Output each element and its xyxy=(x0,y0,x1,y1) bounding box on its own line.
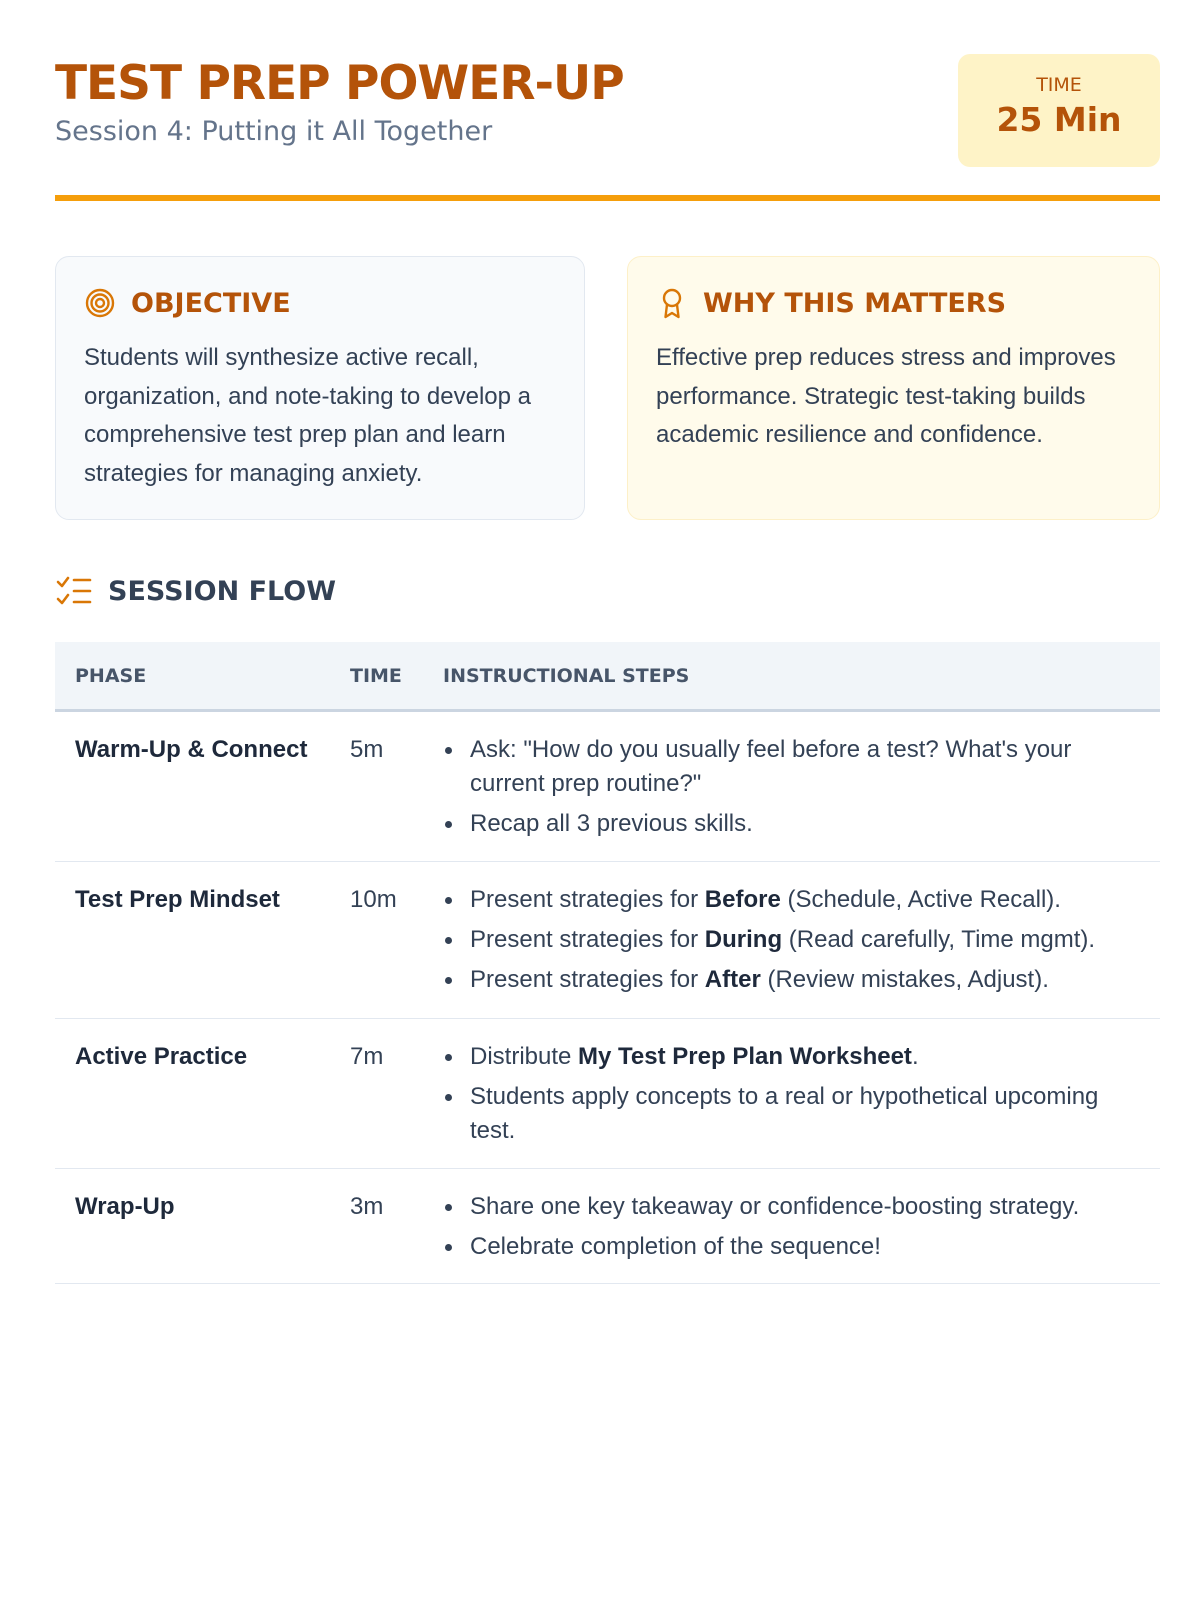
why-text: Effective prep reduces stress and improves performance. Strategic test-taking builds academic resilience and confidence. xyxy=(656,344,1116,448)
table-row xyxy=(55,862,1160,1019)
table-row xyxy=(55,712,1160,862)
step-item xyxy=(443,883,1148,917)
step-text: Recap all 3 previous skills. xyxy=(470,810,753,837)
time-label: TIME xyxy=(1036,74,1082,96)
step-item xyxy=(443,923,1148,957)
time-cell: 5m xyxy=(350,736,384,763)
step-text-suffix: . xyxy=(911,1043,919,1070)
step-emphasis: After xyxy=(704,966,761,993)
step-text: Ask: "How do you usually feel before a test? What's your current prep routine?" xyxy=(470,736,1072,797)
checklist-icon xyxy=(55,574,93,608)
step-item xyxy=(443,1190,1148,1224)
award-ribbon-icon xyxy=(656,287,688,319)
step-text-suffix: (Schedule, Active Recall). xyxy=(780,886,1061,913)
page-header xyxy=(55,54,1160,204)
objective-card xyxy=(55,256,585,520)
time-value: 25 Min xyxy=(996,100,1122,139)
why-this-matters-card xyxy=(627,256,1160,520)
phase-cell: Wrap-Up xyxy=(75,1193,175,1220)
step-item xyxy=(443,807,1148,841)
steps-list xyxy=(443,733,1148,847)
step-emphasis: Before xyxy=(704,886,781,913)
step-emphasis: My Test Prep Plan Worksheet xyxy=(578,1043,912,1070)
step-text: Share one key takeaway or confidence-boosting strategy. xyxy=(470,1193,1080,1220)
step-text: Celebrate completion of the sequence! xyxy=(470,1233,881,1260)
session-flow-title: SESSION FLOW xyxy=(108,575,336,607)
table-row xyxy=(55,1169,1160,1284)
step-text: Present strategies for xyxy=(470,966,705,993)
step-text: Distribute xyxy=(470,1043,579,1070)
step-text: Students apply concepts to a real or hypothetical upcoming test. xyxy=(470,1083,1099,1144)
session-flow-heading xyxy=(55,574,336,608)
header-divider xyxy=(55,195,1160,201)
phase-cell: Test Prep Mindset xyxy=(75,886,280,913)
step-text: Present strategies for xyxy=(470,886,705,913)
time-cell: 10m xyxy=(350,886,397,913)
table-body xyxy=(55,712,1160,1284)
step-item xyxy=(443,733,1148,801)
steps-list xyxy=(443,883,1148,1003)
step-emphasis: During xyxy=(704,926,783,953)
step-text: Present strategies for xyxy=(470,926,705,953)
step-text-suffix: (Read carefully, Time mgmt). xyxy=(782,926,1096,953)
page-title: TEST PREP POWER-UP xyxy=(55,56,624,111)
page-subtitle: Session 4: Putting it All Together xyxy=(55,116,493,147)
step-item xyxy=(443,1230,1148,1264)
table-row xyxy=(55,1019,1160,1169)
table-header xyxy=(55,642,1160,712)
step-item xyxy=(443,963,1148,997)
phase-cell: Warm-Up & Connect xyxy=(75,736,308,763)
objective-title: OBJECTIVE xyxy=(131,287,291,319)
steps-list xyxy=(443,1190,1148,1270)
time-cell: 7m xyxy=(350,1043,384,1070)
step-item xyxy=(443,1080,1148,1148)
time-badge xyxy=(958,54,1160,167)
column-header-time: TIME xyxy=(350,664,402,687)
why-title: WHY THIS MATTERS xyxy=(703,287,1007,319)
phase-cell: Active Practice xyxy=(75,1043,248,1070)
time-cell: 3m xyxy=(350,1193,384,1220)
step-text-suffix: (Review mistakes, Adjust). xyxy=(760,966,1049,993)
target-icon xyxy=(84,287,116,319)
session-flow-table xyxy=(55,642,1160,1284)
step-item xyxy=(443,1040,1148,1074)
steps-list xyxy=(443,1040,1148,1154)
objective-text: Students will synthesize active recall, organization, and note-taking to develop a comprehensive test prep plan and learn strategies for managing anxiety. xyxy=(84,344,531,487)
column-header-phase: PHASE xyxy=(75,664,147,687)
column-header-steps: INSTRUCTIONAL STEPS xyxy=(443,664,690,687)
